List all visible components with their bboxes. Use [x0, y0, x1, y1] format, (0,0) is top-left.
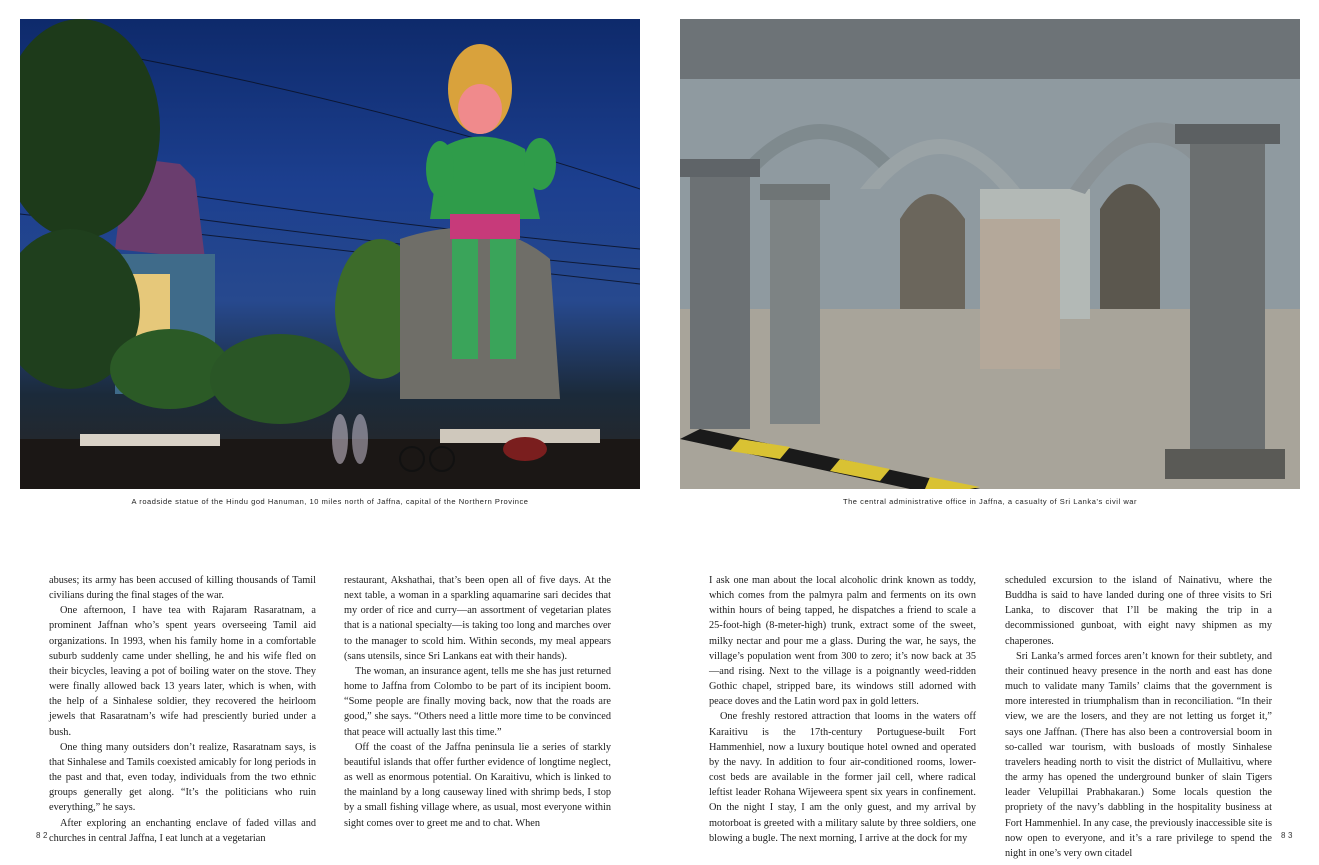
paragraph: Sri Lanka’s armed forces aren’t known for their subtlety, and their continued heavy presence in the north and east has done much to validate many Tamils’ claims that the government is more interested in triumphalism than in reconciliation. “In their view, we are the losers, and they are not letting us forget it,” says one Jaffnan. (There has also been a controversial boom in so-called war tourism, with busloads of mostly Sinhalese travelers heading north to visit the district of Mullaitivu, where the army has opened the underground bunker of slain Tigers leader Velupillai Prabhakaran.) Some locals question the propriety of the navy’s dabbling in the hospitality business at Fort Hammenhiel. In any case, the previously inaccessible site is now open to everyone, and it’s a rare privilege to spend the night in one’s very own citadel — [1005, 650, 1272, 859]
photo-caption-right: The central administrative office in Jaffna, a casualty of Sri Lanka’s civil war — [842, 497, 1138, 506]
paragraph: I ask one man about the local alcoholic drink known as toddy, which comes from the palmyra palm and ferments on its own within hours of being tapped, he dispatches a friend to scale a 25-foot-high (8-meter-high) trunk, extract some of the sweet, milky nectar and pour me a glass. During the war, he says, the village’s population went from 300 to zero; it’s now back at 35—and rising. Next to the village is a poignantly weed-ridden Gothic chapel, stripped bare, its windows still adorned with peace doves and the Latin word pax in gold letters. — [709, 575, 976, 708]
paragraph: One afternoon, I have tea with Rajaram Rasaratnam, a prominent Jaffnan who’s spent years overseeing Tamil aid organizations. In 1993, when his family home in a comfortable suburb suddenly came under shelling, he and his wife fled on their bicycles, leaving a pot of boiling water on the stove. They were finally allowed back 13 years later, which is when, with the help of a Sinhalese soldier, they recovered the heirloom jewels that Rasaratnam’s wife had presciently buried under a bush. — [49, 605, 316, 738]
text-column-3 — [709, 573, 976, 846]
page-number-right: 83 — [1281, 831, 1295, 840]
hanuman-statue-photo — [20, 19, 640, 489]
paragraph: abuses; its army has been accused of killing thousands of Tamil civilians during the final stages of the war. — [49, 575, 316, 602]
text-column-4 — [1005, 573, 1272, 861]
page-number-left: 82 — [36, 831, 50, 840]
photo-caption-left: A roadside statue of the Hindu god Hanuman, 10 miles north of Jaffna, capital of the Northern Province — [131, 497, 529, 506]
paragraph: scheduled excursion to the island of Nainativu, where the Buddha is said to have landed during one of three visits to Sri Lanka, to discover that I’ll be making the trip in a decommissioned gunboat, with eight navy shipmen as my chaperones. — [1005, 575, 1272, 647]
paragraph: Off the coast of the Jaffna peninsula lie a series of starkly beautiful islands that offer further evidence of longtime neglect, as well as enormous potential. On Karaitivu, which is linked to the mainland by a long causeway lined with shrimp beds, I stop by a small fishing village where, as usual, most everyone within sight comes over to greet me and to chat. When — [344, 741, 611, 829]
paragraph: One freshly restored attraction that looms in the waters off Karaitivu is the 17th-century Portuguese-built Fort Hammenhiel, now a luxury boutique hotel owned and operated by the navy. In addition to four air-conditioned rooms, lower-cost beds are available in the former jail cell, where radical leftist leader Rohana Wijeweera spent six years in confinement. On the night I stay, I am the only guest, and my arrival by motorboat is greeted with a military salute by three soldiers, one blowing a bugle. The next morning, I arrive at the dock for my — [709, 711, 976, 844]
paragraph: restaurant, Akshathai, that’s been open all of five days. At the next table, a woman in a sparkling aquamarine sari decides that my order of rice and curry—an assortment of vegetarian plates that is a national specialty—is taking too long and marches over to the manager to scold him. Within seconds, my meal appears (sans utensils, since Sri Lankans eat with their hands). — [344, 575, 611, 662]
ruined-office-photo — [680, 19, 1300, 489]
paragraph: The woman, an insurance agent, tells me she has just returned home to Jaffna from Colombo to be part of its incipient boom. “Some people are finally moving back, now that the roads are good,” she says. “Others need a little more time to be convinced that peace will actually last this time.” — [344, 665, 611, 738]
text-column-1 — [49, 573, 316, 846]
text-column-2 — [344, 573, 611, 831]
paragraph: One thing many outsiders don’t realize, Rasaratnam says, is that Sinhalese and Tamils coexisted amicably for long periods in the past and that, even today, individuals from the two ethnic groups generally get along. “It’s the politicians who ruin everything,” he says. — [49, 741, 316, 814]
paragraph: After exploring an enchanting enclave of faded villas and churches in central Jaffna, I eat lunch at a vegetarian — [49, 817, 316, 844]
